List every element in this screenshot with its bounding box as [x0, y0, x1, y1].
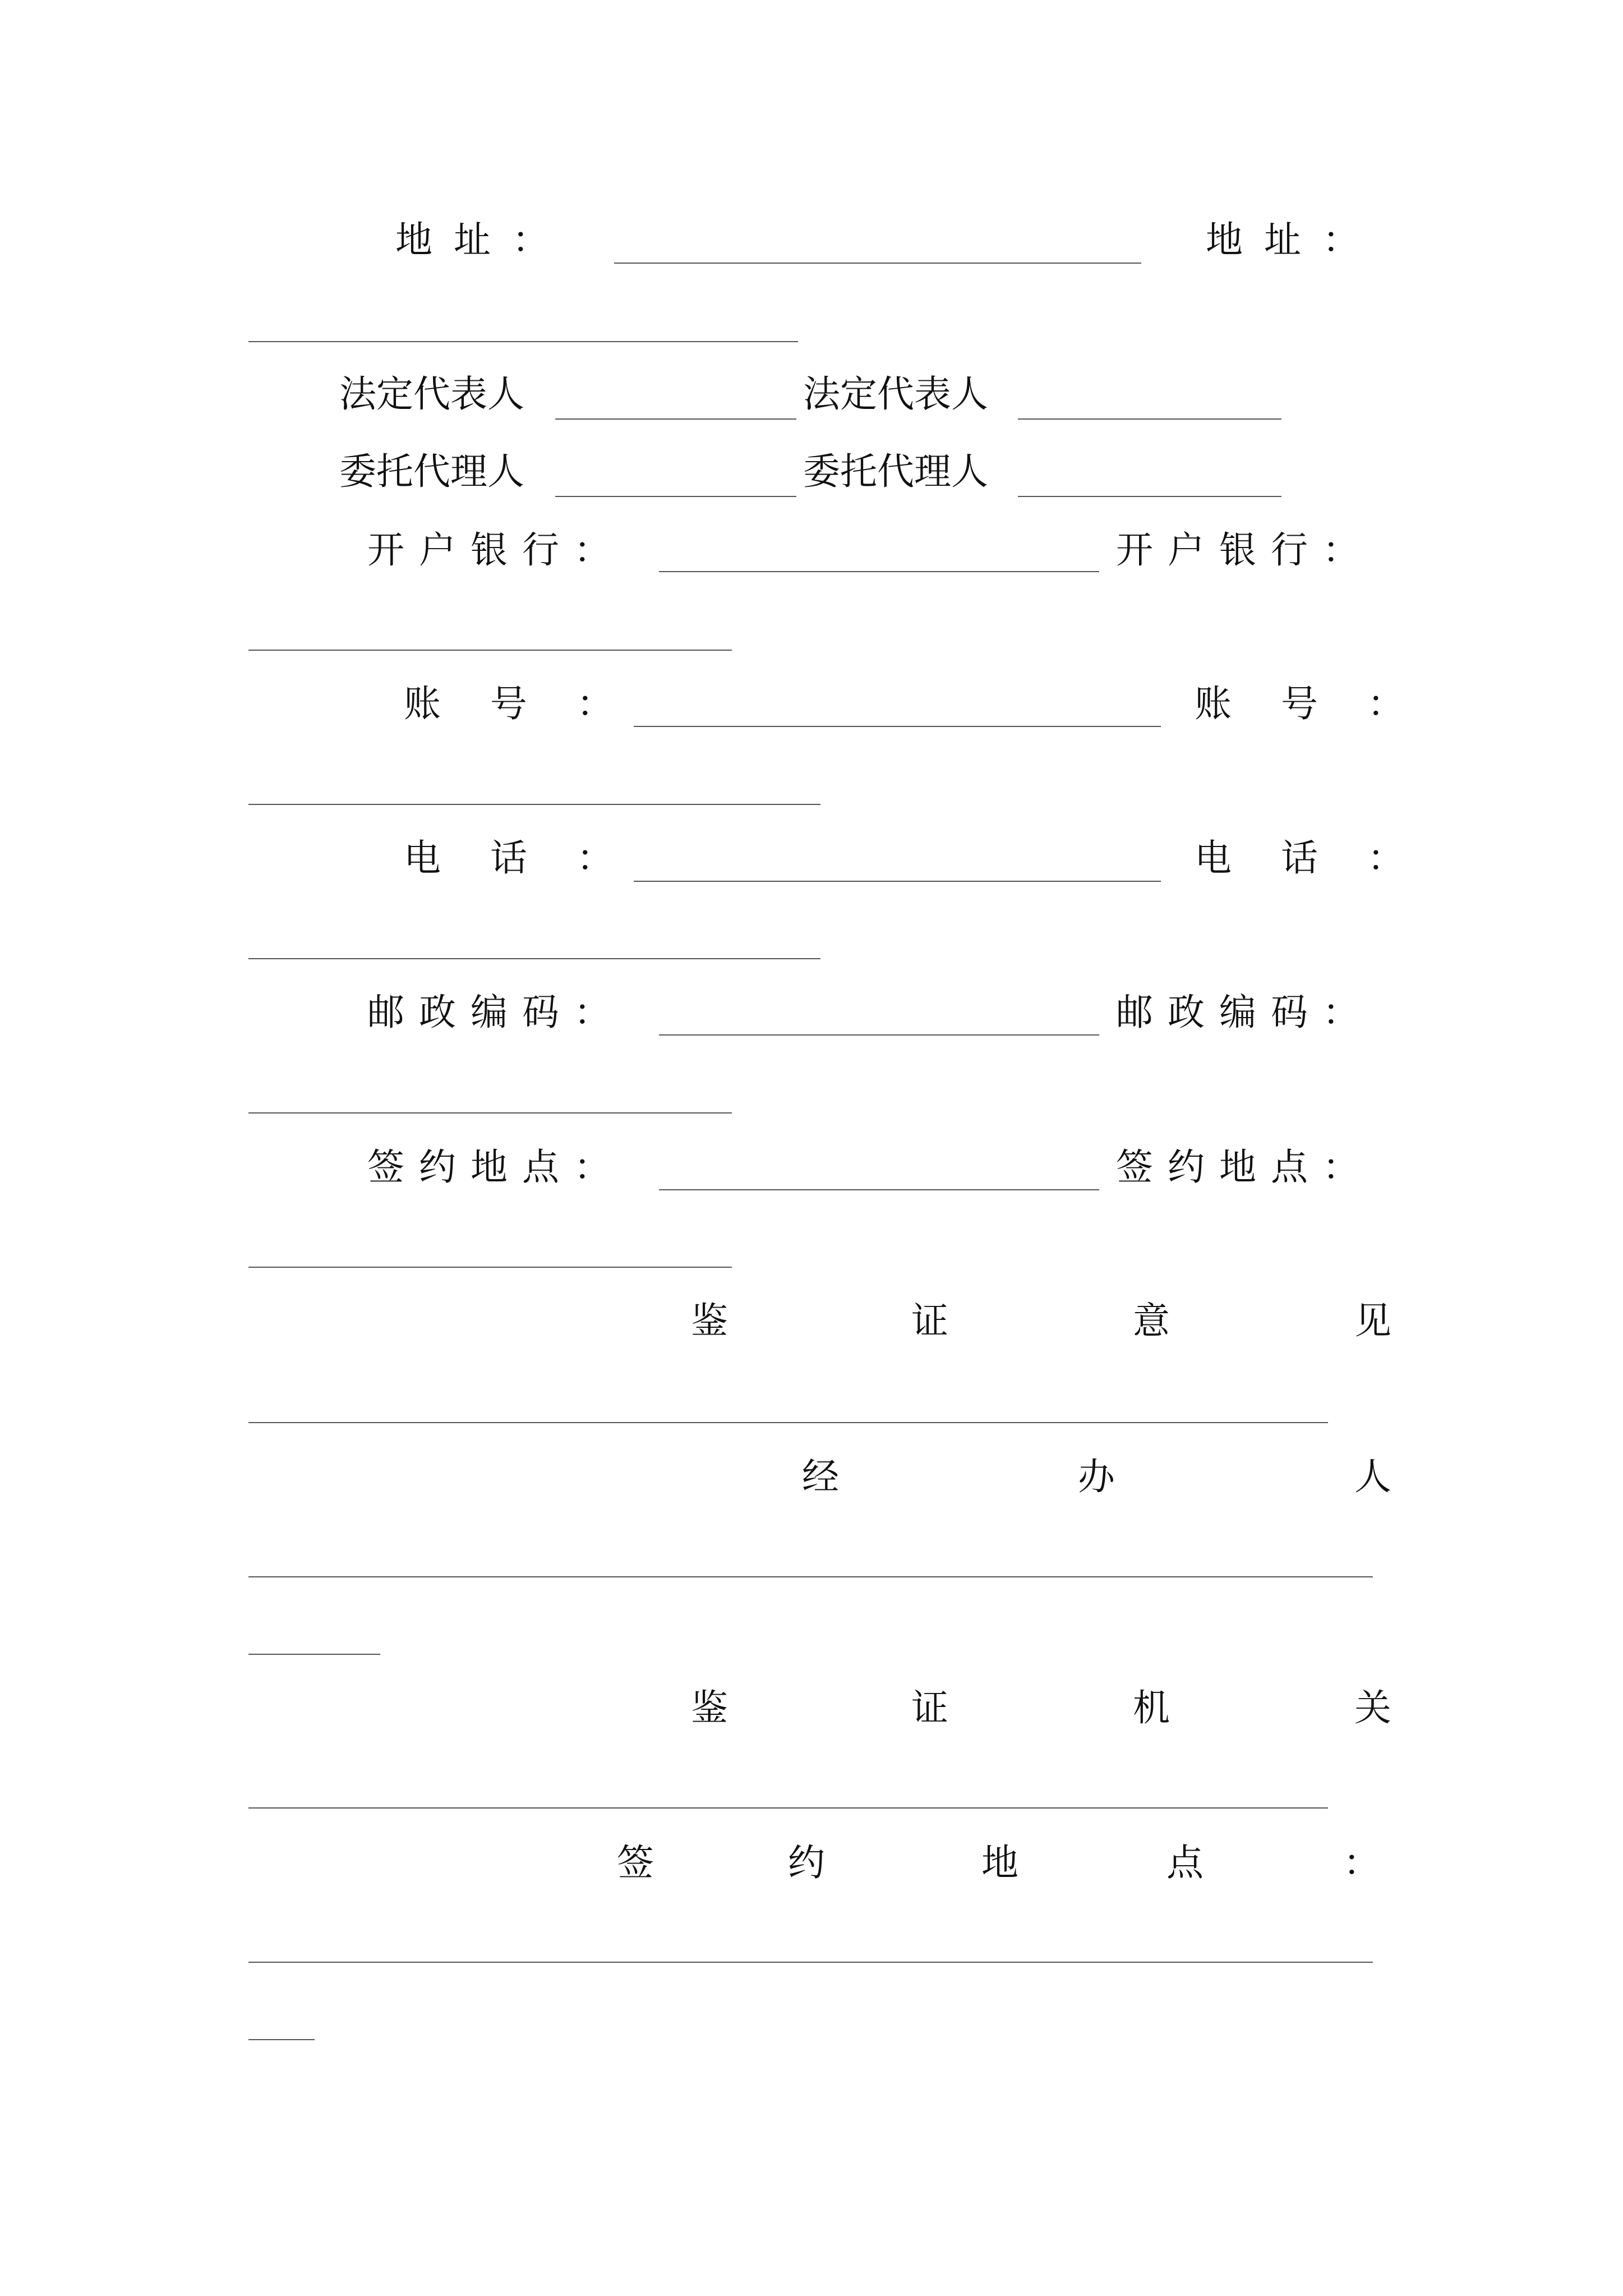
address-label-party-b: 地址： — [1206, 218, 1381, 261]
verify-authority-blank[interactable] — [248, 1807, 1328, 1809]
footer-sign-place-blank-continued[interactable] — [248, 2039, 315, 2040]
account-label-party-a: 账号： — [404, 682, 663, 725]
phone-blank-party-a[interactable] — [634, 881, 1161, 882]
handler-blank-continued[interactable] — [248, 1654, 380, 1655]
address-label-party-a: 地址： — [395, 218, 570, 261]
verify-opinion-char-2: 证 — [911, 1299, 948, 1342]
postcode-blank-party-a[interactable] — [659, 1034, 1099, 1036]
footer-sign-place-blank[interactable] — [248, 1962, 1373, 1963]
agent-label-party-a: 委托代理人 — [339, 450, 524, 493]
address-blank-party-a[interactable] — [614, 263, 1141, 264]
legal-rep-label-party-b: 法定代表人 — [803, 372, 988, 416]
handler-blank[interactable] — [248, 1576, 1373, 1577]
phone-label-party-a: 电话： — [404, 836, 663, 880]
sign-place-blank-party-a[interactable] — [659, 1189, 1099, 1190]
verify-opinion-blank[interactable] — [248, 1422, 1328, 1423]
handler-char-2: 办 — [1078, 1455, 1115, 1498]
agent-blank-party-a[interactable] — [555, 496, 796, 497]
agent-label-party-b: 委托代理人 — [803, 450, 988, 493]
sign-place-label-party-a: 签约地点： — [367, 1145, 625, 1189]
bank-blank-party-b[interactable] — [248, 650, 732, 651]
verify-opinion-char-1: 鉴 — [691, 1299, 728, 1342]
address-blank-party-b[interactable] — [248, 341, 798, 342]
account-label-party-b: 账号： — [1195, 682, 1454, 725]
handler-char-1: 经 — [802, 1455, 839, 1498]
verify-opinion-char-4: 见 — [1354, 1299, 1391, 1342]
legal-rep-blank-party-b[interactable] — [1018, 418, 1281, 420]
postcode-label-party-a: 邮政编码： — [367, 991, 625, 1034]
verify-authority-char-1: 鉴 — [691, 1686, 728, 1729]
footer-sign-place-char-2: 约 — [788, 1841, 825, 1884]
account-blank-party-b[interactable] — [248, 804, 820, 805]
footer-sign-place-char-1: 签 — [617, 1841, 654, 1884]
footer-sign-place-char-4: 点 — [1166, 1841, 1204, 1884]
verify-authority-char-4: 关 — [1354, 1686, 1391, 1729]
legal-rep-blank-party-a[interactable] — [555, 418, 796, 420]
verify-authority-char-2: 证 — [911, 1686, 948, 1729]
footer-sign-place-char-3: 地 — [981, 1841, 1018, 1884]
phone-label-party-b: 电话： — [1195, 836, 1454, 880]
postcode-blank-party-b[interactable] — [248, 1112, 732, 1114]
agent-blank-party-b[interactable] — [1018, 496, 1281, 497]
legal-rep-label-party-a: 法定代表人 — [339, 372, 524, 416]
footer-sign-place-colon: ： — [1343, 1841, 1380, 1884]
sign-place-label-party-b: 签约地点： — [1116, 1145, 1374, 1189]
postcode-label-party-b: 邮政编码： — [1116, 991, 1374, 1034]
account-blank-party-a[interactable] — [634, 726, 1161, 727]
bank-label-party-b: 开户银行： — [1116, 528, 1374, 572]
phone-blank-party-b[interactable] — [248, 958, 820, 959]
bank-label-party-a: 开户银行： — [367, 528, 625, 572]
handler-char-3: 人 — [1354, 1455, 1391, 1498]
bank-blank-party-a[interactable] — [659, 571, 1099, 572]
sign-place-blank-party-b[interactable] — [248, 1267, 732, 1268]
verify-opinion-char-3: 意 — [1133, 1299, 1170, 1342]
verify-authority-char-3: 机 — [1133, 1686, 1170, 1729]
